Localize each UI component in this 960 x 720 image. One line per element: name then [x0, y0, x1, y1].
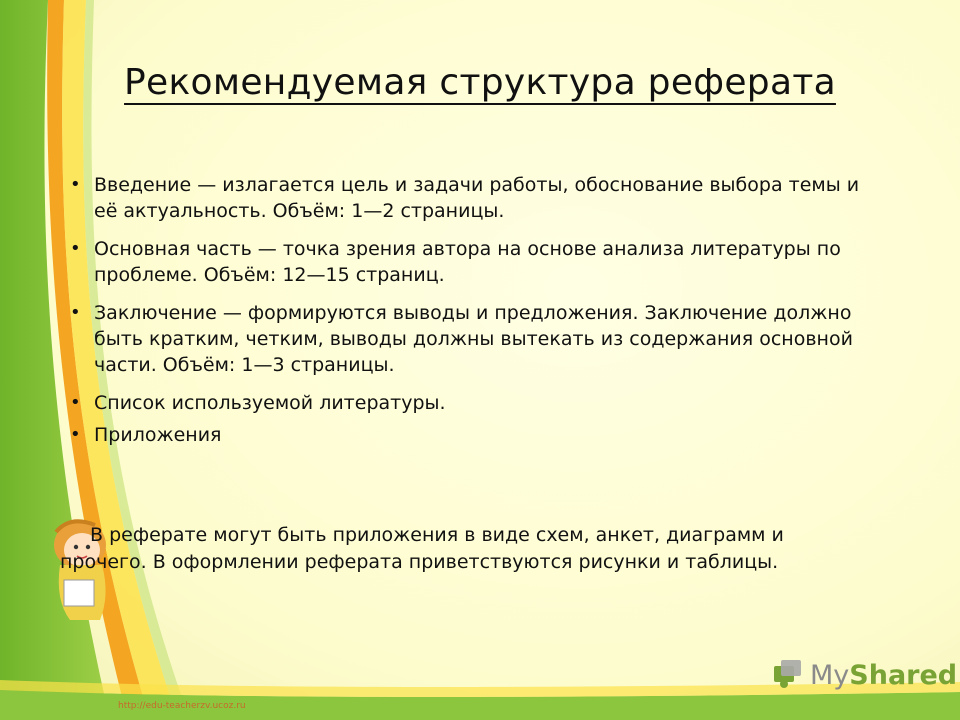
- list-item-text: Введение — излагается цель и задачи работы, обоснование выбора темы и её актуальность. Объём: 1—2 страницы.: [94, 174, 860, 222]
- myshared-logo-text: [810, 660, 957, 691]
- bullet-icon: •: [70, 302, 81, 323]
- list-item-text: Список используемой литературы.: [94, 392, 446, 414]
- myshared-logo-icon: [770, 658, 806, 692]
- slide-title: Рекомендуемая структура реферата: [124, 62, 836, 103]
- logo-my: My: [810, 659, 850, 691]
- list-item: [70, 422, 860, 448]
- list-item: [70, 300, 860, 378]
- bullet-icon: •: [70, 392, 81, 413]
- myshared-logo: [770, 655, 957, 695]
- list-item-text: Основная часть — точка зрения автора на основе анализа литературы по проблеме. Объём: 12—15 страниц.: [94, 238, 841, 286]
- note-paragraph: В реферате могут быть приложения в виде схем, анкет, диаграмм и прочего. В оформлении реферата приветствуются рисунки и таблицы.: [60, 524, 784, 573]
- bullet-icon: •: [70, 174, 81, 195]
- watermark-url: http://edu-teacherzv.ucoz.ru: [118, 701, 246, 711]
- bullet-list: [70, 172, 860, 460]
- list-item: [70, 172, 860, 224]
- list-item-text: Приложения: [94, 424, 222, 446]
- list-item-text: Заключение — формируются выводы и предложения. Заключение должно быть кратким, четким, выводы должны вытекать из содержания основной части. Объём: 1—3 страницы.: [94, 302, 853, 376]
- bullet-icon: •: [70, 238, 81, 259]
- list-item: [70, 390, 860, 416]
- list-item: [70, 236, 860, 288]
- logo-shared: Shared: [849, 659, 958, 691]
- bullet-icon: •: [70, 424, 81, 445]
